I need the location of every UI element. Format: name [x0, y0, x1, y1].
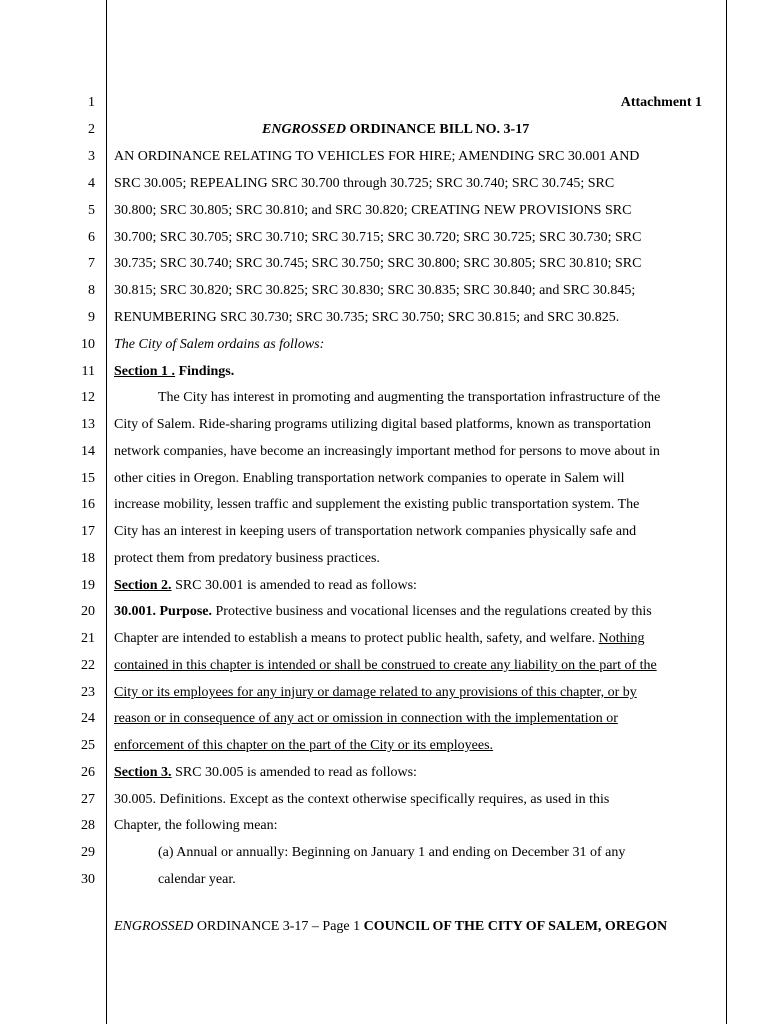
section-1-title: Findings.	[175, 364, 235, 379]
purpose-line-20	[114, 604, 714, 620]
title-rest: ORDINANCE BILL NO. 3-17	[349, 122, 530, 137]
purpose-line-25: enforcement of this chapter on the part of the City or its employees.	[114, 738, 494, 753]
left-margin-rule	[106, 0, 107, 1024]
footer-italic: ENGROSSED	[114, 919, 194, 934]
line-number: 6	[88, 230, 95, 245]
section-3-label: Section 3.	[114, 765, 172, 780]
ordinance-title-line-5: 30.800; SRC 30.805; SRC 30.810; and SRC 30.820; CREATING NEW PROVISIONS SRC	[114, 203, 632, 218]
definitions-line-29: (a) Annual or annually: Beginning on January 1 and ending on December 31 of any	[158, 845, 626, 860]
attachment-label: Attachment 1	[620, 95, 702, 110]
line-number: 21	[81, 631, 95, 646]
purpose-line-21-underlined: Nothing	[598, 631, 645, 646]
findings-line-14: network companies, have become an increasingly important method for persons to move about in	[114, 444, 660, 459]
findings-line-12: The City has interest in promoting and augmenting the transportation infrastructure of the	[158, 390, 661, 405]
ordinance-title-line-8: 30.815; SRC 30.820; SRC 30.825; SRC 30.830; SRC 30.835; SRC 30.840; and SRC 30.845;	[114, 283, 636, 298]
line-number: 14	[81, 444, 95, 459]
line-number: 11	[81, 364, 95, 379]
line-number: 18	[81, 551, 95, 566]
purpose-line-24: reason or in consequence of any act or omission in connection with the implementation or	[114, 711, 618, 726]
line-number: 13	[81, 417, 95, 432]
line-number: 10	[81, 337, 95, 352]
line-number: 2	[88, 122, 95, 137]
page-footer	[114, 919, 714, 935]
section-2-label: Section 2.	[114, 578, 172, 593]
line-number: 7	[88, 256, 95, 271]
section-1-label: Section 1 .	[114, 364, 176, 379]
ordains-line: The City of Salem ordains as follows:	[114, 337, 325, 352]
line-number: 8	[88, 283, 95, 298]
findings-line-15: other cities in Oregon. Enabling transportation network companies to operate in Salem will	[114, 471, 625, 486]
ordinance-title-line-3: AN ORDINANCE RELATING TO VEHICLES FOR HIRE; AMENDING SRC 30.001 AND	[114, 149, 640, 164]
line-number: 5	[88, 203, 95, 218]
ordinance-title-line-7: 30.735; SRC 30.740; SRC 30.745; SRC 30.750; SRC 30.800; SRC 30.805; SRC 30.810; SRC	[114, 256, 642, 271]
line-number: 3	[88, 149, 95, 164]
right-margin-rule	[726, 0, 727, 1024]
footer-plain: ORDINANCE 3-17 – Page 1	[193, 919, 364, 934]
line-number: 16	[81, 497, 95, 512]
line-number: 25	[81, 738, 95, 753]
line-number: 26	[81, 765, 95, 780]
line-number: 17	[81, 524, 95, 539]
purpose-line-21-plain: Chapter are intended to establish a means to protect public health, safety, and welfare.	[114, 631, 599, 646]
line-number: 27	[81, 792, 95, 807]
footer-council: COUNCIL OF THE CITY OF SALEM, OREGON	[363, 919, 668, 934]
ordinance-title-line-4: SRC 30.005; REPEALING SRC 30.700 through 30.725; SRC 30.740; SRC 30.745; SRC	[114, 176, 615, 191]
line-number: 23	[81, 685, 95, 700]
line-number: 19	[81, 578, 95, 593]
line-number: 12	[81, 390, 95, 405]
purpose-line-22: contained in this chapter is intended or shall be construed to create any liability on the part of the	[114, 658, 657, 673]
findings-line-16: increase mobility, lessen traffic and supplement the existing public transportation system. The	[114, 497, 640, 512]
section-3-heading	[114, 765, 714, 781]
line-number: 22	[81, 658, 95, 673]
line-number: 28	[81, 818, 95, 833]
line-number: 9	[88, 310, 95, 325]
section-2-text: SRC 30.001 is amended to read as follows:	[171, 578, 417, 593]
section-3-text: SRC 30.005 is amended to read as follows:	[171, 765, 417, 780]
purpose-line-21	[114, 631, 714, 647]
line-number: 29	[81, 845, 95, 860]
purpose-label: 30.001. Purpose.	[114, 604, 212, 619]
line-number: 4	[88, 176, 95, 191]
line-number: 15	[81, 471, 95, 486]
ordinance-title-line-6: 30.700; SRC 30.705; SRC 30.710; SRC 30.715; SRC 30.720; SRC 30.725; SRC 30.730; SRC	[114, 230, 642, 245]
line-number: 30	[81, 872, 95, 887]
section-1-heading	[114, 364, 714, 380]
definitions-line-27: 30.005. Definitions. Except as the context otherwise specifically requires, as used in this	[114, 792, 610, 807]
findings-line-17: City has an interest in keeping users of transportation network companies physically safe and	[114, 524, 637, 539]
line-number: 24	[81, 711, 95, 726]
purpose-text: Protective business and vocational licenses and the regulations created by this	[212, 604, 652, 619]
purpose-line-23: City or its employees for any injury or damage related to any provisions of this chapter, or by	[114, 685, 637, 700]
definitions-line-30: calendar year.	[158, 872, 236, 887]
line-number: 1	[88, 95, 95, 110]
page-title	[262, 122, 770, 138]
definitions-line-28: Chapter, the following mean:	[114, 818, 278, 833]
title-italic: ENGROSSED	[262, 122, 347, 137]
findings-line-18: protect them from predatory business practices.	[114, 551, 380, 566]
findings-line-13: City of Salem. Ride-sharing programs utilizing digital based platforms, known as transportation	[114, 417, 651, 432]
section-2-heading	[114, 578, 714, 594]
ordinance-title-line-9: RENUMBERING SRC 30.730; SRC 30.735; SRC 30.750; SRC 30.815; and SRC 30.825.	[114, 310, 620, 325]
line-number: 20	[81, 604, 95, 619]
